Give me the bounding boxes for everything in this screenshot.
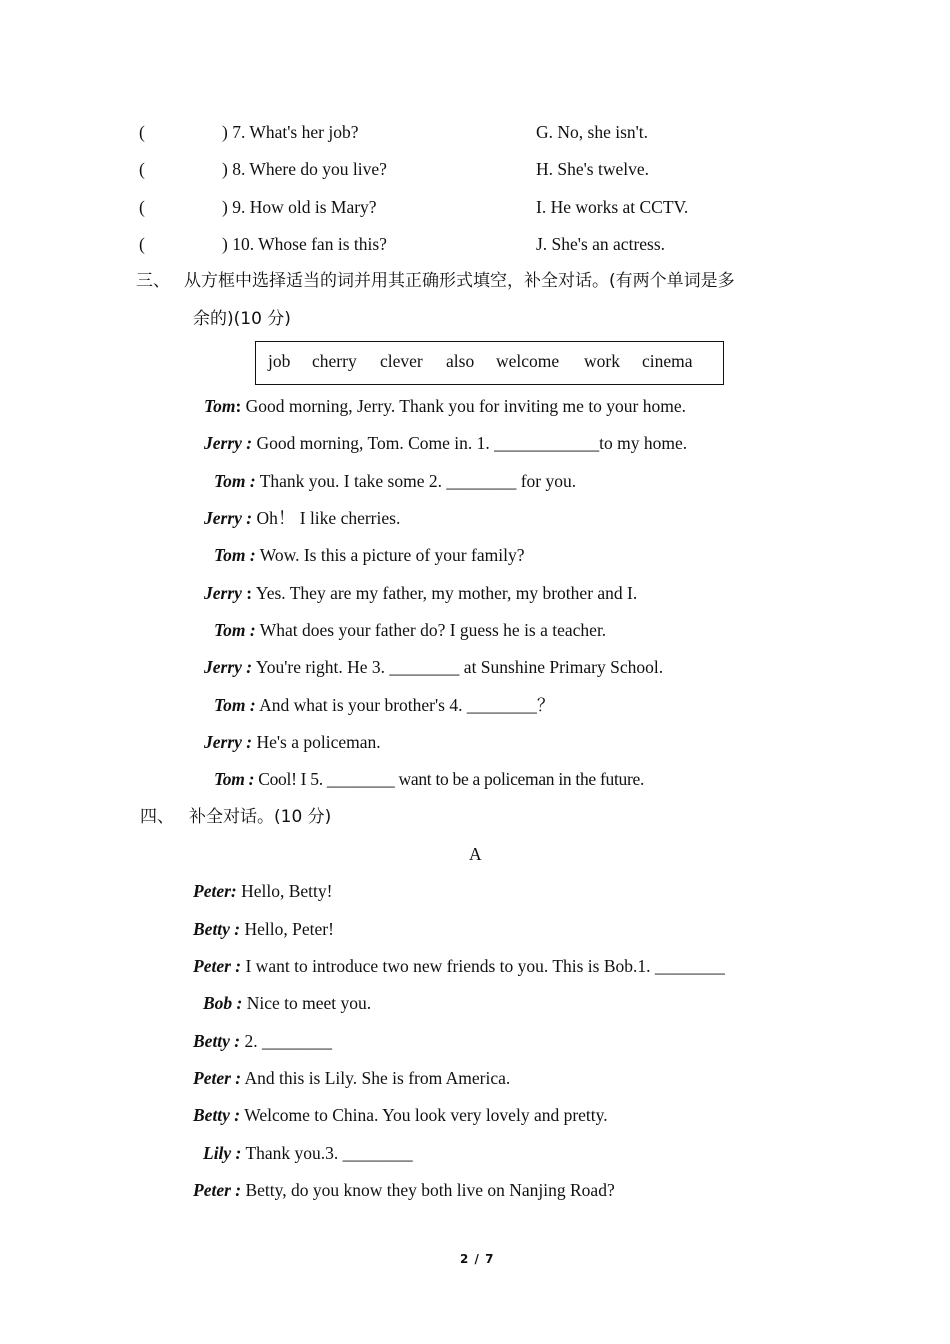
dialogue-line [193, 1104, 608, 1126]
speaker-name: Jerry [204, 732, 242, 752]
dialogue-line [204, 507, 400, 529]
dialogue-line [203, 1142, 413, 1164]
dialogue-line [214, 768, 644, 790]
word-bank-item: welcome [496, 351, 560, 371]
dialogue-text: 2. ________ [240, 1031, 333, 1051]
matching-question: ) 7. What's her job? [222, 122, 359, 142]
matching-answer: J. She's an actress. [536, 234, 666, 254]
word-bank-item: work [584, 351, 620, 371]
dialogue-line [193, 955, 725, 977]
word-bank-item: cherry [312, 351, 357, 371]
speaker-colon: : [235, 396, 242, 416]
answer-paren: ( [139, 159, 145, 179]
dialogue-text: You're right. He 3. ________ at Sunshine Primary School. [252, 657, 664, 677]
dialogue-line [193, 1179, 615, 1201]
matching-question: ) 10. Whose fan is this? [222, 234, 387, 254]
speaker-colon: : [241, 433, 253, 453]
dialogue-text: Yes. They are my father, my mother, my brother and I. [252, 583, 638, 603]
speaker-colon: : [245, 471, 256, 491]
speaker-name: Tom [204, 396, 236, 416]
speaker-name: Jerry [204, 583, 242, 603]
part-label: A [469, 844, 482, 864]
dialogue-text: Nice to meet you. [242, 993, 372, 1013]
speaker-colon: : [241, 583, 253, 603]
section-instruction: 从方框中选择适当的词并用其正确形式填空，补全对话。(有两个单词是多 [184, 271, 735, 291]
section-number: 四、 [140, 807, 174, 827]
speaker-name: Jerry [204, 657, 242, 677]
dialogue-line [203, 992, 371, 1014]
speaker-name: Bob : [203, 993, 243, 1013]
dialogue-text: Good morning, Jerry. Thank you for inviting me to your home. [241, 396, 687, 416]
dialogue-text: Hello, Peter! [240, 919, 334, 939]
speaker-name: Lily : [203, 1143, 242, 1163]
dialogue-text: Thank you. I take some 2. ________ for you. [255, 471, 577, 491]
matching-answer: G. No, she isn't. [536, 122, 649, 142]
answer-paren: ( [139, 122, 145, 142]
speaker-name: Tom [214, 471, 246, 491]
matching-question: ) 9. How old is Mary? [222, 197, 377, 217]
speaker-name: Betty : [193, 919, 241, 939]
dialogue-line [193, 918, 334, 940]
section-instruction: 补全对话。(10 分) [189, 807, 332, 827]
dialogue-text: Good morning, Tom. Come in. 1. ____________to my home. [252, 433, 688, 453]
dialogue-line [214, 694, 554, 716]
dialogue-line [204, 395, 686, 417]
speaker-name: Betty : [193, 1105, 241, 1125]
speaker-colon: : [241, 732, 253, 752]
word-bank-item: also [446, 351, 475, 371]
dialogue-text: Cool! I 5. ________ want to be a policeman in the future. [254, 769, 645, 789]
dialogue-line [193, 1030, 332, 1052]
speaker-colon: : [241, 508, 253, 528]
word-bank-box [255, 341, 724, 385]
speaker-name: Peter: [193, 881, 237, 901]
dialogue-line [193, 880, 332, 902]
dialogue-line [204, 656, 663, 678]
speaker-name: Tom [214, 545, 246, 565]
speaker-name: Peter : [193, 1068, 242, 1088]
page-number: 2 / 7 [460, 1252, 495, 1266]
dialogue-text: Hello, Betty! [236, 881, 333, 901]
dialogue-line [204, 432, 687, 454]
word-bank-item: clever [380, 351, 423, 371]
dialogue-line [214, 470, 576, 492]
speaker-name: Jerry [204, 508, 242, 528]
dialogue-text: And what is your brother's 4. ________？ [255, 695, 555, 715]
section-instruction-cont: 余的)(10 分) [193, 309, 291, 329]
speaker-name: Tom [214, 769, 245, 789]
word-bank-item: cinema [642, 351, 693, 371]
matching-question: ) 8. Where do you live? [222, 159, 387, 179]
speaker-colon: : [241, 657, 253, 677]
dialogue-text: Oh！ I like cherries. [252, 508, 401, 528]
dialogue-text: Wow. Is this a picture of your family? [255, 545, 525, 565]
dialogue-line [214, 619, 606, 641]
speaker-name: Tom [214, 695, 246, 715]
answer-paren: ( [139, 197, 145, 217]
matching-answer: I. He works at CCTV. [536, 197, 689, 217]
dialogue-text: And this is Lily. She is from America. [241, 1068, 511, 1088]
speaker-colon: : [245, 620, 256, 640]
speaker-colon: : [245, 695, 256, 715]
speaker-colon: : [244, 769, 255, 789]
speaker-name: Jerry [204, 433, 242, 453]
speaker-colon: : [245, 545, 256, 565]
dialogue-text: Welcome to China. You look very lovely and pretty. [240, 1105, 608, 1125]
dialogue-line [214, 544, 524, 566]
section-number: 三、 [136, 271, 170, 291]
dialogue-text: Thank you.3. ________ [241, 1143, 413, 1163]
dialogue-line [193, 1067, 510, 1089]
dialogue-line [204, 731, 381, 753]
matching-answer: H. She's twelve. [536, 159, 649, 179]
word-bank-item: job [268, 351, 291, 371]
dialogue-line [204, 582, 637, 604]
answer-paren: ( [139, 234, 145, 254]
speaker-name: Tom [214, 620, 246, 640]
speaker-name: Peter : [193, 1180, 242, 1200]
dialogue-text: What does your father do? I guess he is a teacher. [255, 620, 607, 640]
speaker-name: Betty : [193, 1031, 241, 1051]
dialogue-text: Betty, do you know they both live on Nanjing Road? [241, 1180, 615, 1200]
speaker-name: Peter : [193, 956, 242, 976]
dialogue-text: He's a policeman. [252, 732, 381, 752]
dialogue-text: I want to introduce two new friends to you. This is Bob.1. ________ [241, 956, 725, 976]
